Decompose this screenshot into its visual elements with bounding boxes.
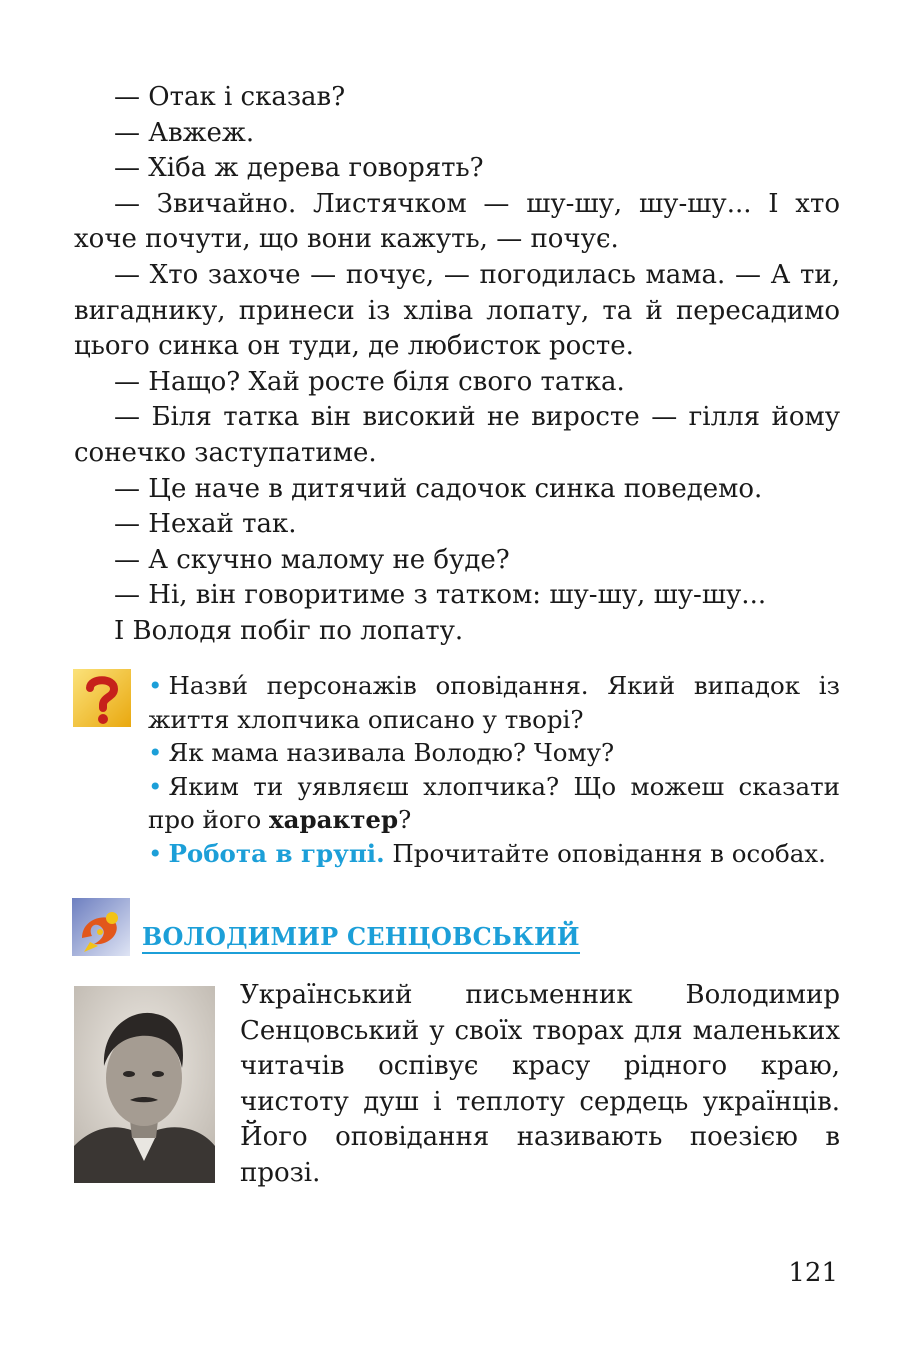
bullet: • (148, 771, 163, 801)
bird-ornament-icon (72, 898, 130, 956)
question-keyword: характер (269, 805, 399, 834)
group-work-label: Робота в групі. (168, 838, 385, 868)
dialogue-line: І Володя побіг по лопату. (114, 615, 464, 646)
bullet: • (148, 671, 163, 700)
story-dialogue (74, 80, 840, 650)
question-text: Як мама називала Володю? Чому? (168, 738, 615, 767)
dialogue-line: — Ні, він говоритиме з татком: шу-шу, шу-шу... (114, 580, 767, 611)
dialogue-line: — Це наче в дитячий садочок синка поведемо. (114, 473, 763, 504)
bullet: • (148, 738, 163, 767)
page-number: 121 (788, 1258, 838, 1288)
dialogue-line: — Авжеж. (114, 117, 255, 148)
dialogue-line: — Хіба ж дерева говорять? (114, 153, 484, 184)
question-text: Яким ти уявляєш хлопчика? Що можеш сказати про його (148, 771, 840, 834)
biography-text: Український письменник Володимир Сенцовський у своїх творах для маленьких читачів оспівує красу рідного краю, чистоту душ і теплоту сердець українців. Його оповідання називають поезією в прозі. (240, 980, 840, 1188)
questions-list (148, 669, 840, 870)
dialogue-line: — Нехай так. (114, 509, 297, 540)
question-item (148, 837, 840, 871)
question-item (148, 770, 840, 837)
author-name-heading[interactable]: ВОЛОДИМИР СЕНЦОВСЬКИЙ (142, 922, 580, 954)
question-mark-icon (73, 669, 131, 727)
author-biography (240, 978, 840, 1192)
dialogue-line: — Звичайно. Листячком — шу-шу, шу-шу... І хто хоче почути, що вони кажуть, — почує. (74, 188, 840, 255)
dialogue-line: — Нащо? Хай росте біля свого татка. (114, 366, 625, 397)
dialogue-line: — Отак і сказав? (114, 82, 346, 112)
question-text-end: ? (398, 805, 412, 834)
question-text: Прочитайте оповідання в особах. (384, 838, 826, 868)
author-portrait (74, 986, 215, 1183)
question-item (148, 736, 840, 770)
question-item (148, 669, 840, 736)
dialogue-line: — Хто захоче — почує, — погодилась мама. — А ти, вигаднику, принеси із хліва лопату, та й пересадимо цього синка он туди, де любисток росте. (74, 259, 840, 362)
dialogue-line: — А скучно малому не буде? (114, 544, 510, 575)
bullet: • (148, 838, 163, 868)
dialogue-line: — Біля татка він високий не виросте — гілля йому сонечко заступатиме. (74, 402, 840, 468)
question-text: Назви́ персонажів оповідання. Який випадок із життя хлопчика описано у творі? (148, 671, 840, 734)
